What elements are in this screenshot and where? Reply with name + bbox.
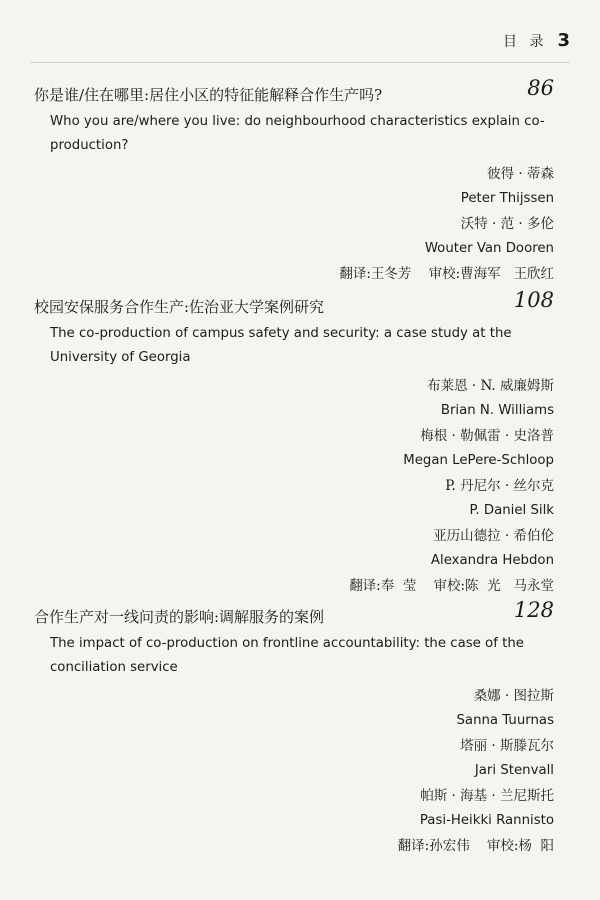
- author-cn: P. 丹尼尔 · 丝尔克: [445, 478, 554, 494]
- entry-title-cn: 合作生产对一线问责的影响:调解服务的案例: [34, 608, 325, 626]
- author-en: Pasi-Heikki Rannisto: [419, 813, 554, 828]
- entry-page-number: 128: [513, 598, 554, 622]
- entry-translators: 翻译:孙宏伟 审校:杨 阳: [397, 838, 554, 854]
- entry-page-number: 108: [513, 288, 554, 312]
- author-cn: 沃特 · 范 · 多伦: [460, 216, 554, 232]
- toc-entry-1[interactable]: [34, 76, 554, 286]
- author-cn: 梅根 · 勒佩雷 · 史洛普: [420, 428, 554, 444]
- author-cn: 桑娜 · 图拉斯: [473, 688, 554, 704]
- author-en: Jari Stenvall: [474, 763, 554, 778]
- entry-title-en: Who you are/where you live: do neighbourhood characteristics explain co-production?: [50, 114, 545, 153]
- running-header: [503, 30, 570, 51]
- author-cn: 帕斯 · 海基 · 兰尼斯托: [420, 788, 554, 804]
- entry-authors: [34, 684, 554, 834]
- toc-entry-3[interactable]: [34, 598, 554, 858]
- author-en: Wouter Van Dooren: [424, 241, 554, 256]
- author-en: Alexandra Hebdon: [430, 553, 554, 568]
- author-en: P. Daniel Silk: [469, 503, 554, 518]
- entry-authors: [34, 374, 554, 574]
- header-page-number: 3: [557, 30, 570, 51]
- entry-title-cn: 你是谁/住在哪里:居住小区的特征能解释合作生产吗?: [34, 86, 383, 104]
- author-en: Megan LePere-Schloop: [403, 453, 554, 468]
- entry-translators: 翻译:奉 莹 审校:陈 光 马永堂: [349, 578, 554, 594]
- author-en: Peter Thijssen: [460, 191, 554, 206]
- author-en: Brian N. Williams: [440, 403, 554, 418]
- header-label: 目 录: [503, 34, 548, 50]
- entry-authors: [34, 162, 554, 262]
- author-cn: 布莱恩 · N. 威廉姆斯: [427, 378, 554, 394]
- entry-title-en: The co-production of campus safety and security: a case study at the University of Georgia: [50, 326, 512, 365]
- author-en: Sanna Tuurnas: [456, 713, 554, 728]
- entry-page-number: 86: [527, 76, 554, 100]
- author-cn: 塔丽 · 斯滕瓦尔: [460, 738, 554, 754]
- author-cn: 亚历山德拉 · 希伯伦: [433, 528, 554, 544]
- toc-entry-2[interactable]: [34, 288, 554, 598]
- entry-title-cn: 校园安保服务合作生产:佐治亚大学案例研究: [34, 298, 325, 316]
- author-cn: 彼得 · 蒂森: [487, 166, 554, 182]
- header-rule: [30, 62, 570, 63]
- entry-translators: 翻译:王冬芳 审校:曹海军 王欣红: [339, 266, 554, 282]
- entry-title-en: The impact of co-production on frontline accountability: the case of the conciliation service: [50, 636, 524, 675]
